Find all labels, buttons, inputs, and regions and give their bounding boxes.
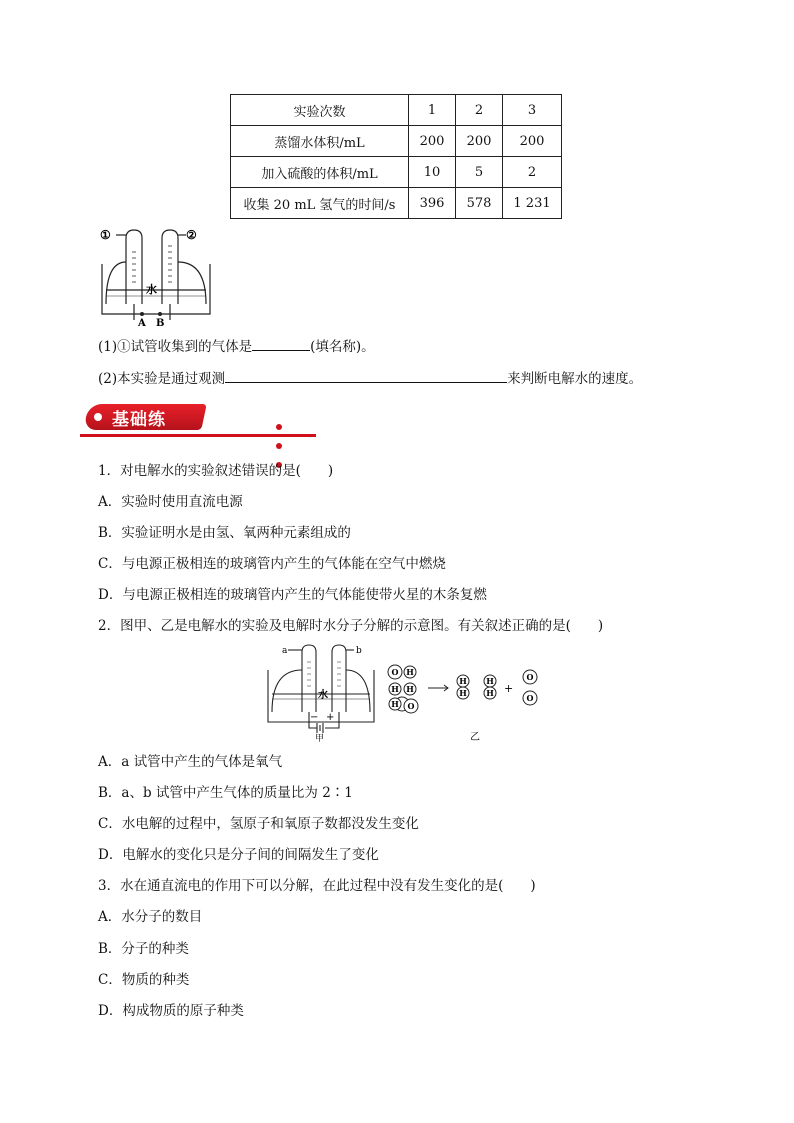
atom-h: H [459, 688, 467, 698]
table-cell: 加入硫酸的体积/mL [231, 157, 409, 188]
apparatus-jia-figure [262, 642, 380, 744]
tube1-label: ① [100, 228, 111, 242]
table-cell: 200 [503, 126, 562, 157]
table-cell: 200 [409, 126, 456, 157]
tube2-label: ② [186, 228, 197, 242]
atom-h: H [406, 667, 414, 677]
subquestion-2-tail: 来判断电解水的速度。 [507, 371, 643, 387]
question-3-option-c[interactable]: C．物质的种类 [98, 972, 190, 988]
question-2-option-c[interactable]: C．水电解的过程中，氢原子和氧原子数都没发生变化 [98, 816, 419, 832]
table-cell: 396 [409, 188, 456, 219]
question-3-option-d[interactable]: D．构成物质的原子种类 [98, 1003, 244, 1019]
electrode-a-label: A [138, 318, 146, 329]
table-header-cell: 3 [503, 95, 562, 126]
question-2-option-d[interactable]: D．电解水的变化只是分子间的间隔发生了变化 [98, 847, 379, 863]
electrode-b-dot [158, 312, 162, 316]
question-1-option-c[interactable]: C．与电源正极相连的玻璃管内产生的气体能在空气中燃烧 [98, 556, 446, 572]
subquestion-2-text: (2)本实验是通过观测 [98, 371, 226, 387]
table-row [231, 126, 562, 157]
atom-o: O [526, 672, 534, 682]
question-1-stem: 1．对电解水的实验叙述错误的是( ) [98, 463, 334, 479]
table-cell: 蒸馏水体积/mL [231, 126, 409, 157]
table-row [231, 188, 562, 219]
electrode-b-label: B [156, 318, 165, 329]
question-2-option-a[interactable]: A．a 试管中产生的气体是氧气 [98, 754, 283, 770]
section-banner [72, 400, 244, 440]
question-1-option-d[interactable]: D．与电源正极相连的玻璃管内产生的气体能使带火星的木条复燃 [98, 587, 487, 603]
section-title: 基础练 [112, 410, 166, 430]
banner-dot-icon [94, 413, 102, 421]
question-2-option-b[interactable]: B．a、b 试管中产生气体的质量比为 2∶1 [98, 785, 353, 801]
question-1-option-a[interactable]: A．实验时使用直流电源 [98, 494, 243, 510]
question-2-stem: 2．图甲、乙是电解水的实验及电解时水分子分解的示意图。有关叙述正确的是( ) [98, 618, 604, 634]
plus-sign: + [326, 712, 335, 723]
table-cell: 578 [456, 188, 503, 219]
atom-h: H [459, 676, 467, 686]
question-1-option-b[interactable]: B．实验证明水是由氢、氧两种元素组成的 [98, 525, 351, 541]
subquestion-1-text: (1)①试管收集到的气体是 [98, 339, 253, 355]
answer-blank[interactable] [225, 368, 507, 383]
table-header-cell: 实验次数 [231, 95, 409, 126]
table-cell: 1 231 [503, 188, 562, 219]
table-row [231, 157, 562, 188]
table-header-cell: 1 [409, 95, 456, 126]
question-3-option-a[interactable]: A．水分子的数目 [98, 909, 203, 925]
electrode-a-dot [140, 312, 144, 316]
question-3-stem: 3．水在通直流电的作用下可以分解，在此过程中没有发生变化的是( ) [98, 878, 536, 894]
atom-h: H [486, 688, 494, 698]
atom-h: H [406, 684, 414, 694]
question-3-option-b[interactable]: B．分子的种类 [98, 941, 189, 957]
caption-jia: 甲 [315, 734, 325, 744]
tube-b-label: b [356, 646, 362, 656]
atom-o: O [407, 701, 415, 711]
molecule-decomposition-figure [382, 660, 552, 742]
caption-yi: 乙 [470, 732, 480, 743]
atom-h: H [486, 676, 494, 686]
atom-h: H [391, 699, 399, 709]
reaction-plus: + [504, 682, 514, 695]
answer-blank[interactable] [252, 336, 310, 351]
table-cell: 2 [503, 157, 562, 188]
electrolysis-apparatus-figure [98, 222, 218, 330]
water-label-2: 水 [318, 690, 328, 701]
tube-a-label: a [282, 646, 288, 656]
table-cell: 10 [409, 157, 456, 188]
atom-o: O [526, 693, 534, 703]
table-cell: 200 [456, 126, 503, 157]
subquestion-2 [98, 367, 642, 387]
water-label: 水 [146, 283, 157, 296]
subquestion-1-tail: (填名称)。 [310, 339, 375, 355]
atom-o: O [391, 667, 399, 677]
experiment-table [230, 94, 562, 219]
minus-sign: − [310, 712, 319, 723]
subquestion-1 [98, 335, 375, 355]
table-header-cell: 2 [456, 95, 503, 126]
table-row [231, 95, 562, 126]
table-cell: 收集 20 mL 氢气的时间/s [231, 188, 409, 219]
table-cell: 5 [456, 157, 503, 188]
atom-h: H [391, 684, 399, 694]
